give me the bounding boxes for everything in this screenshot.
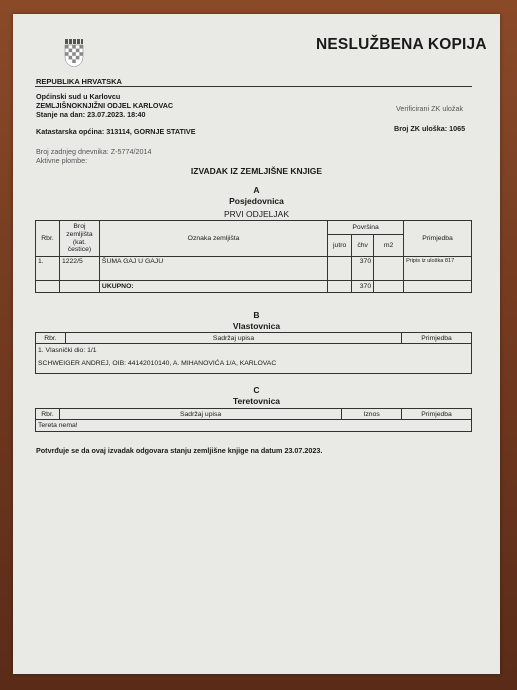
row-rbr: 1. <box>36 257 60 281</box>
land-registry-number: Broj ZK uloška: 1065 <box>394 124 466 133</box>
encumbrance-table <box>35 408 472 432</box>
court-department: ZEMLJIŠNOKNJIŽNI ODJEL KARLOVAC <box>36 101 174 110</box>
document-title: IZVADAK IZ ZEMLJIŠNE KNJIGE <box>190 166 323 176</box>
col-oznaka: Oznaka zemljišta <box>99 221 327 257</box>
court-name: Općinski sud u Karlovcu <box>36 92 121 101</box>
col-rbr: Rbr. <box>36 221 60 257</box>
cadastral-municipality: Katastarska općina: 313114, GORNJE STATIVE <box>36 127 196 136</box>
ownership-table <box>35 332 472 374</box>
row-chv: 370 <box>352 257 374 281</box>
row-primjedba: Pripis iz uloška 817 <box>404 257 472 281</box>
section-c-title: Teretovnica <box>232 396 281 406</box>
col-iznos: Iznos <box>342 409 402 420</box>
header-divider <box>35 86 472 87</box>
col-primjedba: Primjedba <box>402 333 472 344</box>
table-row <box>36 257 472 281</box>
watermark-title: NESLUŽBENA KOPIJA <box>316 36 487 53</box>
confirmation-statement: Potvrđuje se da ovaj izvadak odgovara stanju zemljišne knjige na datum 23.07.2023. <box>36 446 323 455</box>
no-encumbrance: Tereta nema! <box>36 420 472 432</box>
active-seals: Aktivne plombe: <box>36 156 88 165</box>
col-rbr: Rbr. <box>36 409 60 420</box>
total-chv: 370 <box>352 281 374 293</box>
row-jutro <box>328 257 352 281</box>
owner-details: SCHWEIGER ANDREJ, OIB: 44142010140, A. MIHANOVIĆA 1/A, KARLOVAC <box>38 359 277 367</box>
col-broj-zemljista: Broj zemljišta (kat. čestice) <box>59 221 99 257</box>
country-name: REPUBLIKA HRVATSKA <box>36 77 122 86</box>
col-rbr: Rbr. <box>36 333 66 344</box>
section-a-title: Posjedovnica <box>229 196 284 206</box>
col-primjedba: Primjedba <box>404 221 472 257</box>
total-row <box>36 281 472 293</box>
possession-table <box>35 220 472 293</box>
verified-label: Verificirani ZK uložak <box>396 104 464 113</box>
section-c-letter: C <box>253 385 260 395</box>
document-page <box>13 14 500 674</box>
col-m2: m2 <box>374 235 404 257</box>
row-broj: 1222/5 <box>59 257 99 281</box>
col-povrsina: Površina <box>328 221 404 235</box>
ownership-share: 1. Vlasnički dio: 1/1 <box>38 347 97 354</box>
section-a-letter: A <box>253 185 260 195</box>
total-label: UKUPNO: <box>99 281 327 293</box>
section-a-subtitle: PRVI ODJELJAK <box>223 209 290 219</box>
table-row <box>36 420 472 432</box>
row-m2 <box>374 257 404 281</box>
coat-of-arms-icon <box>64 39 84 67</box>
row-oznaka: ŠUMA GAJ U GAJU <box>99 257 327 281</box>
table-row <box>36 344 472 374</box>
col-sadrzaj: Sadržaj upisa <box>65 333 401 344</box>
last-journal-number: Broj zadnjeg dnevnika: Z-5774/2014 <box>36 147 152 156</box>
col-jutro: jutro <box>328 235 352 257</box>
col-sadrzaj: Sadržaj upisa <box>59 409 341 420</box>
status-date: Stanje na dan: 23.07.2023. 18:40 <box>36 110 146 119</box>
section-b-letter: B <box>253 310 260 320</box>
col-chv: čhv <box>352 235 374 257</box>
col-primjedba: Primjedba <box>402 409 472 420</box>
section-b-title: Vlastovnica <box>232 321 281 331</box>
